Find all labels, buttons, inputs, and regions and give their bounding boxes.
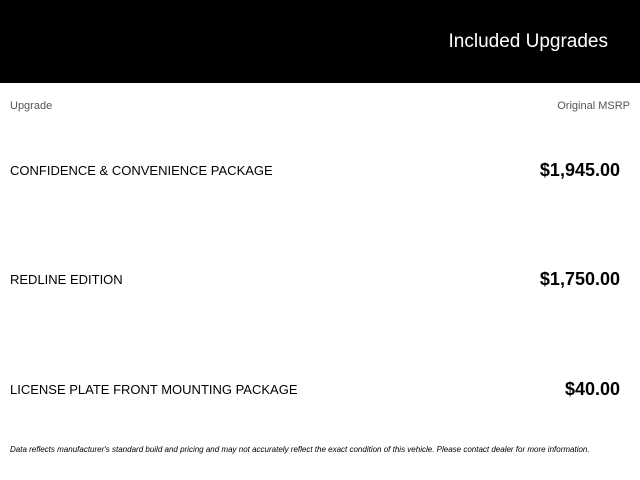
upgrade-name: LICENSE PLATE FRONT MOUNTING PACKAGE: [10, 382, 298, 397]
upgrade-price: $40.00: [564, 379, 620, 399]
disclaimer-text: Data reflects manufacturer's standard build and pricing and may not accurately reflect the exact condition of this vehicle. Please contact dealer for more information.: [10, 445, 590, 454]
upgrade-name: REDLINE EDITION: [10, 272, 123, 287]
upgrade-price: $1,750.00: [539, 269, 620, 289]
upgrade-row: [0, 159, 640, 183]
msrp-column-header: Original MSRP: [557, 100, 630, 112]
upgrade-row: [0, 268, 640, 292]
upgrade-row: [0, 378, 640, 402]
header-bar: [0, 0, 640, 83]
upgrade-name: CONFIDENCE & CONVENIENCE PACKAGE: [10, 163, 273, 178]
upgrade-price: $1,945.00: [539, 160, 620, 180]
page-title: Included Upgrades: [448, 31, 608, 52]
upgrade-column-header: Upgrade: [10, 100, 53, 112]
